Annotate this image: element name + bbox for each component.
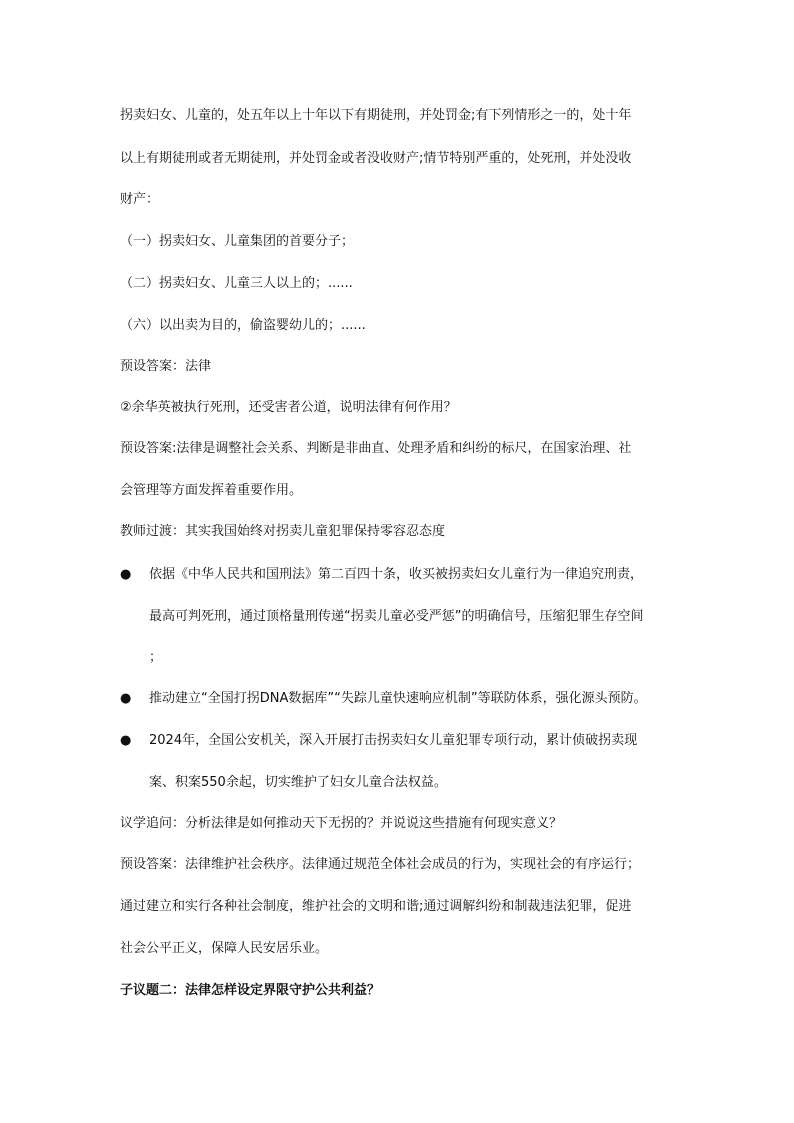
- teacher-transition: 教师过渡：其实我国始终对拐卖儿童犯罪保持零容忍态度: [120, 524, 446, 539]
- preset-answer-line: 通过建立和实行各种社会制度，维护社会的文明和谐;通过调解纠纷和制裁违法犯罪，促进: [120, 899, 632, 914]
- bullet-line: ；: [149, 650, 163, 665]
- subtopic-heading: 子议题二：法律怎样设定界限守护公共利益？: [120, 983, 381, 998]
- preset-answer: 预设答案：法律: [120, 359, 212, 374]
- list-item: （二）拐卖妇女、儿童三人以上的；......: [120, 276, 353, 291]
- paragraph-line: 以上有期徒刑或者无期徒刑，并处罚金或者没收财产;情节特别严重的，处死刑，并处没收: [120, 151, 632, 166]
- bullet-icon: ●: [120, 691, 132, 706]
- bullet-line: 依据《中华人民共和国刑法》第二百四十条，收买被拐卖妇女儿童行为一律追究刑责，: [149, 567, 644, 582]
- preset-answer-line: 会管理等方面发挥着重要作用。: [120, 483, 303, 498]
- bullet-icon: ●: [120, 567, 132, 582]
- question: ②余华英被执行死刑，还受害者公道，说明法律有何作用？: [120, 400, 457, 415]
- list-item: （六）以出卖为目的，偷盗婴幼儿的；......: [120, 318, 366, 333]
- paragraph-line: 拐卖妇女、儿童的，处五年以上十年以下有期徒刑，并处罚金;有下列情形之一的，处十年: [120, 108, 632, 123]
- bullet-line: 案、积案550余起，切实维护了妇女儿童合法权益。: [149, 775, 447, 790]
- bullet-line: 最高可判死刑，通过顶格量刑传递“拐卖儿童必受严惩”的明确信号，压缩犯罪生存空间: [149, 609, 644, 624]
- preset-answer-line: 社会公平正义，保障人民安居乐业。: [120, 941, 329, 956]
- preset-answer-line: 预设答案：法律维护社会秩序。法律通过规范全体社会成员的行为，实现社会的有序运行；: [120, 857, 641, 872]
- preset-answer-line: 预设答案:法律是调整社会关系、判断是非曲直、处理矛盾和纠纷的标尺，在国家治理、社: [120, 441, 632, 456]
- bullet-line: 2024年，全国公安机关，深入开展打击拐卖妇女儿童犯罪专项行动，累计侦破拐卖现: [149, 733, 638, 748]
- follow-up-question: 议学追问：分析法律是如何推动天下无拐的？并说说这些措施有何现实意义？: [120, 816, 563, 831]
- bullet-line: 推动建立“全国打拐DNA数据库”“失踪儿童快速响应机制”等联防体系，强化源头预防。: [149, 691, 647, 706]
- paragraph-line: 财产：: [120, 192, 160, 207]
- bullet-icon: ●: [120, 733, 132, 748]
- list-item: （一）拐卖妇女、儿童集团的首要分子；: [120, 234, 355, 249]
